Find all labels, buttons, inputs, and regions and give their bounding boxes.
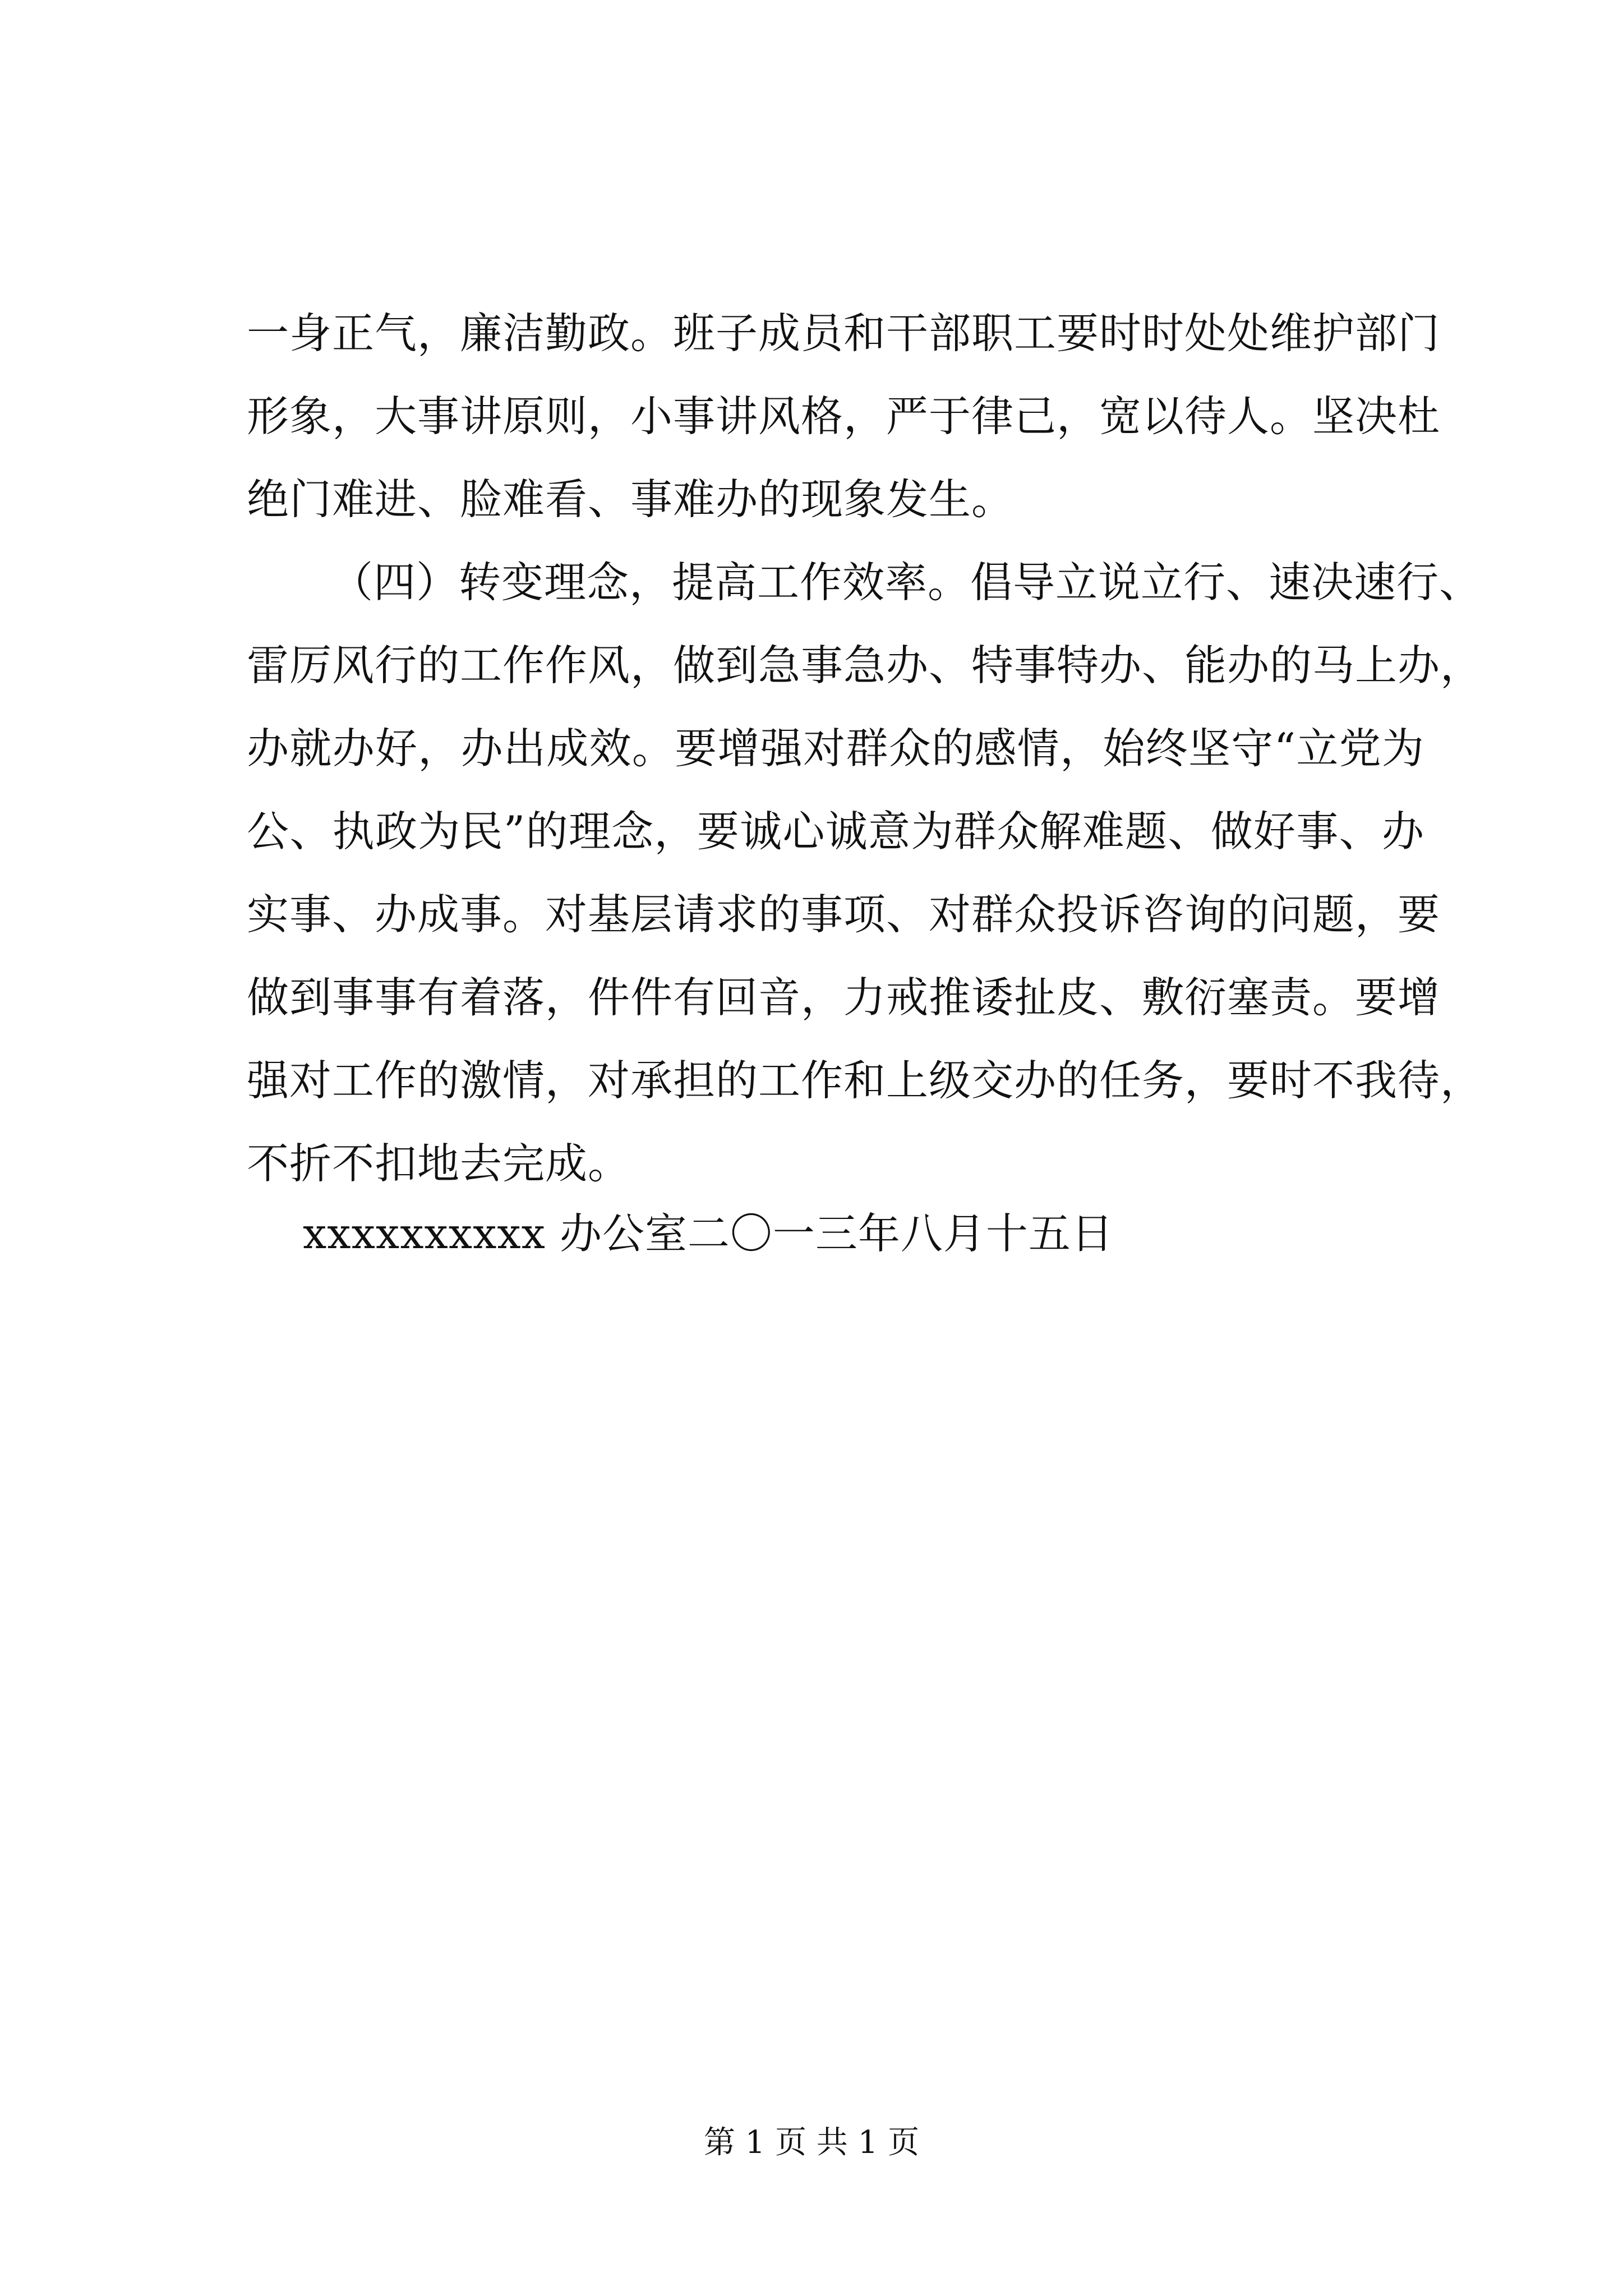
paragraph-1 <box>247 292 1441 541</box>
signature-line: xxxxxxxxxx 办公室二〇一三年八月十五日 <box>303 1209 1114 1258</box>
text-line: 强对工作的激情，对承担的工作和上级交办的任务，要时不我待， <box>247 1056 1483 1105</box>
text-line: 办就办好，办出成效。要增强对群众的感情，始终坚守“立党为 <box>247 724 1424 773</box>
text-line: （四）转变理念，提高工作效率。倡导立说立行、速决速行、 <box>331 558 1482 607</box>
text-line: 形象，大事讲原则，小事讲风格，严于律己，宽以待人。坚决杜 <box>247 392 1441 441</box>
document-body <box>247 292 1483 1205</box>
text-line: 雷厉风行的工作作风，做到急事急办、特事特办、能办的马上办， <box>247 641 1483 690</box>
text-line: 绝门难进、脸难看、事难办的现象发生。 <box>247 475 1015 524</box>
page-footer: 第 1 页 共 1 页 <box>703 2124 920 2161</box>
paragraph-2 <box>247 541 1483 1205</box>
text-line: 公、执政为民”的理念，要诚心诚意为群众解难题、做好事、办 <box>247 807 1424 856</box>
text-line: 实事、办成事。对基层请求的事项、对群众投诉咨询的问题，要 <box>247 890 1441 939</box>
text-line: 做到事事有着落，件件有回音，力戒推诿扯皮、敷衍塞责。要增 <box>247 973 1441 1022</box>
text-line: 一身正气，廉洁勤政。班子成员和干部职工要时时处处维护部门 <box>247 309 1441 358</box>
text-line: 不折不扣地去完成。 <box>247 1139 631 1188</box>
